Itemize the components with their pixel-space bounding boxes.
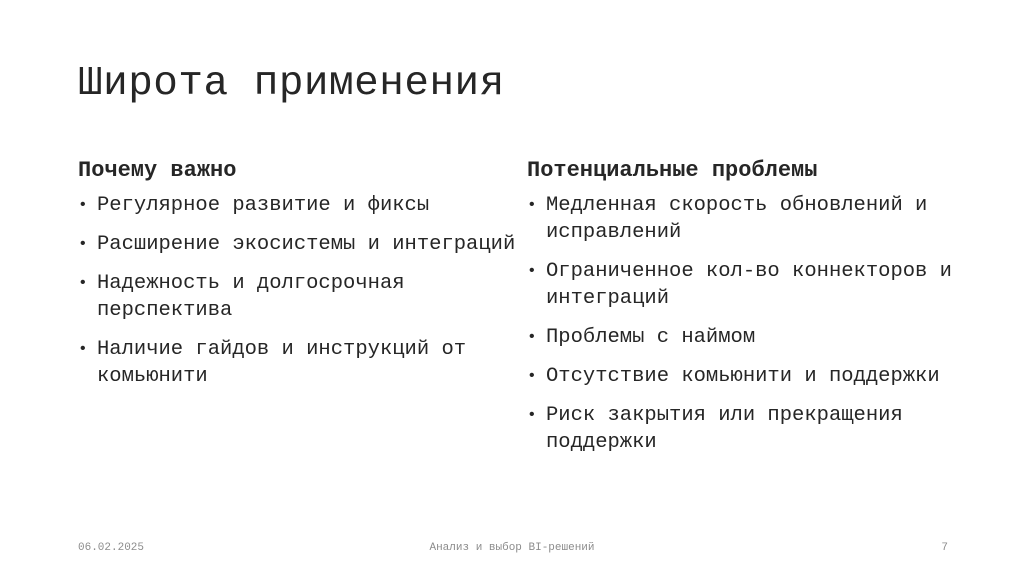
list-item-text: Проблемы с наймом [546,326,756,349]
bullet-icon: • [78,235,88,253]
right-column-heading: Потенциальные проблемы [527,158,818,183]
list-item [527,258,987,312]
right-column [527,156,987,468]
page-number: 7 [941,542,948,554]
list-item [78,192,518,219]
footer-date: 06.02.2025 [78,542,145,554]
bullet-icon: • [78,274,88,292]
list-item-text: Риск закрытия или прекращения поддержки [546,404,903,454]
left-column-heading: Почему важно [78,158,237,183]
bullet-icon: • [527,262,537,280]
list-item [527,324,987,351]
bullet-icon: • [527,328,537,346]
slide-title: Широта применения [78,61,505,107]
list-item-text: Регулярное развитие и фиксы [97,194,430,217]
list-item [78,336,518,390]
list-item [78,231,518,258]
bullet-icon: • [527,196,537,214]
list-item [527,402,987,456]
list-item-text: Медленная скорость обновлений и исправлений [546,194,928,244]
list-item-text: Надежность и долгосрочная перспектива [97,272,405,322]
left-column [78,156,518,402]
right-bullet-list [527,192,987,456]
bullet-icon: • [527,406,537,424]
list-item-text: Расширение экосистемы и интеграций [97,233,516,256]
left-bullet-list [78,192,518,390]
footer-title: Анализ и выбор BI-решений [429,542,595,554]
bullet-icon: • [78,340,88,358]
list-item [527,192,987,246]
bullet-icon: • [527,367,537,385]
list-item [78,270,518,324]
list-item [527,363,987,390]
list-item-text: Ограниченное кол-во коннекторов и интеграций [546,260,952,310]
bullet-icon: • [78,196,88,214]
list-item-text: Наличие гайдов и инструкций от комьюнити [97,338,467,388]
list-item-text: Отсутствие комьюнити и поддержки [546,365,940,388]
